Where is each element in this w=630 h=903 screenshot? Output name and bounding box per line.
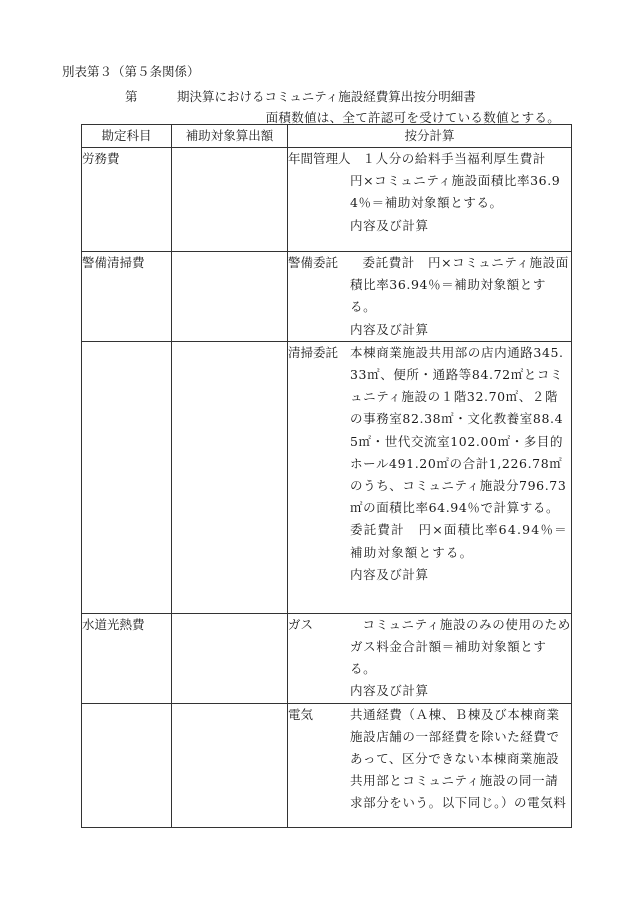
account-cell [82,703,172,827]
account-cell [82,341,172,613]
calc-item-name: ガス [288,616,314,632]
account-cell: 水道光熱費 [82,613,172,703]
calc-item-name: 警備委託 [288,255,339,270]
calc-text: １人分の給料手当福利厚生費計 円×コミュニティ施設面積比率36.94％＝補助対象額とする。 [350,151,561,211]
calc-subheading: 内容及び計算 [350,566,429,582]
calc-item-name: 電気 [288,706,314,722]
column-header-calc: 按分計算 [288,125,572,148]
account-cell: 労務費 [82,148,172,252]
allocation-table [81,124,572,828]
calc-text: 委託費計 円×コミュニティ施設面積比率36.94％＝補助対象額とする。 [350,255,569,315]
account-cell: 警備清掃費 [82,252,172,342]
title-prefix: 第 [125,89,138,104]
amount-cell [172,703,288,827]
amount-cell [172,341,288,613]
calc-cell [288,613,572,703]
calc-text-formula: 委託費計 円×面積比率64.94％＝補助対象額とする。 [350,522,568,560]
table-row [82,148,572,252]
calc-cell [288,148,572,252]
calc-item-name: 清掃委託 [288,344,339,360]
area-note: 面積数値は、全て許認可を受けている数値とする。 [265,110,560,125]
table-row [82,703,572,827]
calc-cell [288,341,572,613]
calc-subheading: 内容及び計算 [350,683,429,699]
calc-subheading: 内容及び計算 [350,321,429,337]
table-header-row [82,125,572,148]
calc-cell [288,703,572,827]
calc-item-name: 年間管理人 [288,151,351,166]
title-text: 期決算におけるコミュニティ施設経費算出按分明細書 [177,89,476,104]
calc-text: コミュニティ施設のみの使用のためガス料金合計額＝補助対象額とする。 [350,616,571,677]
calc-subheading: 内容及び計算 [350,217,429,233]
table-row [82,341,572,613]
amount-cell [172,613,288,703]
calc-cell [288,252,572,342]
table-row [82,613,572,703]
document-title [125,87,476,105]
column-header-amount: 補助対象算出額 [172,125,288,148]
calc-text: 本棟商業施設共用部の店内通路345.33㎡、便所・通路等84.72㎡とコミュニティ施設の１階32.70㎡、２階の事務室82.38㎡・文化教養室88.45㎡・世代交流室102.00㎡・多目的ホール491.20㎡の合計1,226.78㎡のうち、コミュニティ施設分796.73㎡の面積比率64.94％で計算する。 [350,344,567,516]
column-header-account: 勘定科目 [82,125,172,148]
table-row [82,252,572,342]
document-label: 別表第３（第５条関係） [62,64,200,79]
amount-cell [172,252,288,342]
amount-cell [172,148,288,252]
calc-text: 共通経費（Ａ棟、Ｂ棟及び本棟商業施設店舗の一部経費を除いた経費であって、区分できない本棟商業施設共用部とコミュニティ施設の同一請求部分をいう。以下同じ。）の電気料 [350,706,567,811]
